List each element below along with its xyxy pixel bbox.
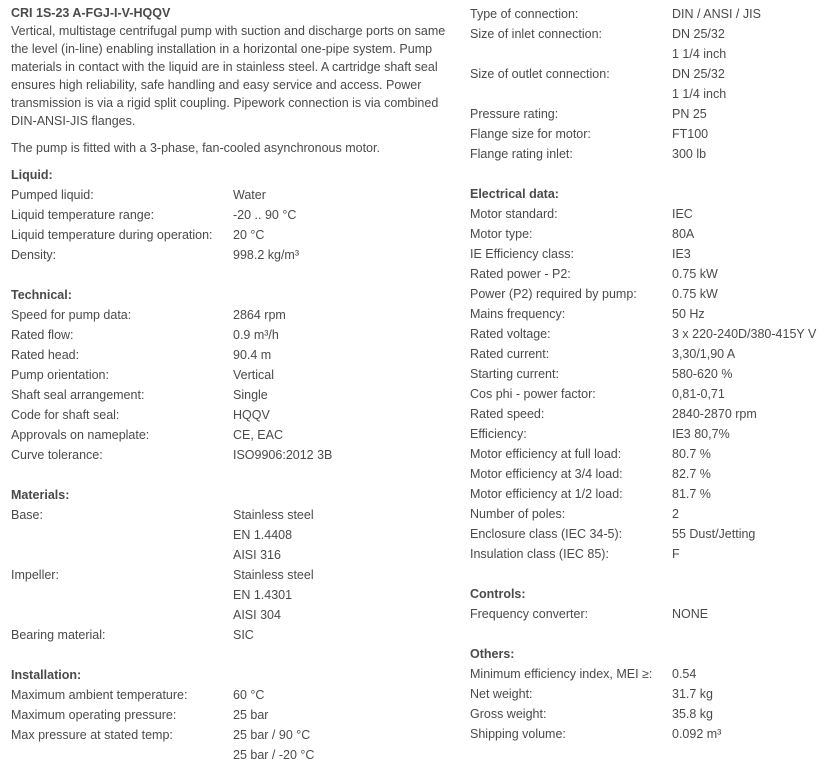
- spec-value: 3,30/1,90 A: [672, 347, 736, 361]
- spec-label: Pressure rating:: [470, 107, 559, 121]
- spec-values: [672, 4, 829, 24]
- spec-values: [233, 225, 451, 245]
- spec-value: 82.7 %: [672, 467, 711, 481]
- spec-values: [672, 104, 829, 124]
- spec-label: Efficiency:: [470, 427, 527, 441]
- spec-values: [672, 704, 829, 724]
- spec-values: [672, 444, 829, 464]
- spec-value: EN 1.4301: [233, 588, 293, 602]
- spec-row: [470, 64, 829, 104]
- spec-value: 0.092 m³: [672, 727, 722, 741]
- spec-value: EN 1.4408: [233, 528, 293, 542]
- spec-value: 998.2 kg/m³: [233, 248, 300, 262]
- spec-row: [11, 505, 451, 565]
- spec-value: 25 bar / -20 °C: [233, 748, 315, 762]
- installation-section: [11, 665, 451, 765]
- spec-label: Speed for pump data:: [11, 308, 132, 322]
- spec-label: Size of inlet connection:: [470, 27, 603, 41]
- spec-label: Insulation class (IEC 85):: [470, 547, 609, 561]
- spec-label: Number of poles:: [470, 507, 566, 521]
- others-section: [470, 644, 829, 744]
- electrical-data-section: [470, 184, 829, 564]
- spec-label: Motor type:: [470, 227, 533, 241]
- spec-values: [672, 264, 829, 284]
- spec-row: [470, 524, 829, 544]
- spec-value: 0.75 kW: [672, 287, 718, 301]
- spec-label: Minimum efficiency index, MEI ≥:: [470, 667, 653, 681]
- spec-values: [233, 185, 451, 205]
- spec-label: Code for shaft seal:: [11, 408, 120, 422]
- spec-row: [470, 704, 829, 724]
- spec-values: [233, 345, 451, 365]
- spec-label: Net weight:: [470, 687, 533, 701]
- spec-value: 25 bar / 90 °C: [233, 728, 311, 742]
- spec-label: Rated head:: [11, 348, 80, 362]
- spec-values: [672, 24, 829, 64]
- spec-row: [470, 544, 829, 564]
- spec-values: [233, 725, 451, 765]
- spec-label: Liquid temperature range:: [11, 208, 155, 222]
- spec-values: [233, 385, 451, 405]
- spec-values: [233, 625, 451, 645]
- spec-row: [470, 664, 829, 684]
- right-column: [470, 4, 829, 744]
- spec-values: [233, 505, 451, 565]
- spec-values: [672, 384, 829, 404]
- spec-label: Maximum ambient temperature:: [11, 688, 188, 702]
- left-spec-sections: [11, 165, 451, 765]
- product-description: Vertical, multistage centrifugal pump with suction and discharge ports on same the level (in-line) enabling installation in a horizontal one-pipe system. Pump materials in contact with the liquid are in stainless steel. A cartridge shaft seal ensures high reliability, safe handling and easy service and access. Power transmission is via a rigid split coupling. Pipework connection is via combined DIN-ANSI-JIS flanges.: [11, 24, 446, 128]
- spec-row: [470, 364, 829, 384]
- spec-label: Rated speed:: [470, 407, 545, 421]
- spec-row: [470, 464, 829, 484]
- spec-row: [470, 724, 829, 744]
- spec-value: AISI 316: [233, 548, 281, 562]
- spec-row: [470, 244, 829, 264]
- spec-value: 60 °C: [233, 688, 265, 702]
- spec-value: IE3 80,7%: [672, 427, 730, 441]
- spec-label: Motor efficiency at 1/2 load:: [470, 487, 623, 501]
- connection-section: [470, 4, 829, 164]
- spec-label: Max pressure at stated temp:: [11, 728, 173, 742]
- section-title: Technical:: [11, 288, 72, 302]
- spec-values: [672, 304, 829, 324]
- spec-values: [233, 705, 451, 725]
- product-title: CRI 1S-23 A-FGJ-I-V-HQQV: [11, 6, 171, 20]
- spec-value: HQQV: [233, 408, 270, 422]
- spec-row: [470, 224, 829, 244]
- spec-row: [11, 725, 451, 765]
- spec-value: Stainless steel: [233, 568, 314, 582]
- spec-label: Approvals on nameplate:: [11, 428, 150, 442]
- spec-label: Starting current:: [470, 367, 559, 381]
- spec-row: [470, 444, 829, 464]
- spec-value: IE3: [672, 247, 691, 261]
- spec-values: [233, 305, 451, 325]
- spec-row: [470, 24, 829, 64]
- spec-value: NONE: [672, 607, 709, 621]
- spec-value: 20 °C: [233, 228, 265, 242]
- materials-section: [11, 485, 451, 645]
- section-title: Others:: [470, 647, 515, 661]
- spec-values: [233, 445, 451, 465]
- spec-row: [470, 324, 829, 344]
- spec-value: Stainless steel: [233, 508, 314, 522]
- spec-row: [470, 144, 829, 164]
- spec-values: [672, 544, 829, 564]
- spec-value: 2840-2870 rpm: [672, 407, 757, 421]
- spec-values: [672, 364, 829, 384]
- spec-value: 0,81-0,71: [672, 387, 725, 401]
- spec-values: [672, 124, 829, 144]
- right-spec-sections: [470, 4, 829, 744]
- spec-values: [672, 724, 829, 744]
- spec-values: [233, 405, 451, 425]
- spec-label: Frequency converter:: [470, 607, 589, 621]
- spec-value: FT100: [672, 127, 709, 141]
- spec-row: [470, 684, 829, 704]
- spec-row: [11, 625, 451, 645]
- section-title: Materials:: [11, 488, 70, 502]
- spec-value: 35.8 kg: [672, 707, 714, 721]
- spec-values: [672, 64, 829, 104]
- spec-value: 300 lb: [672, 147, 707, 161]
- spec-row: [470, 384, 829, 404]
- left-column: [11, 4, 451, 765]
- spec-row: [11, 445, 451, 465]
- section-title: Controls:: [470, 587, 526, 601]
- spec-label: Enclosure class (IEC 34-5):: [470, 527, 623, 541]
- spec-label: Size of outlet connection:: [470, 67, 610, 81]
- spec-values: [672, 424, 829, 444]
- spec-value: F: [672, 547, 680, 561]
- spec-value: SIC: [233, 628, 254, 642]
- spec-label: Maximum operating pressure:: [11, 708, 177, 722]
- technical-section: [11, 285, 451, 465]
- spec-label: Flange size for motor:: [470, 127, 591, 141]
- spec-row: [470, 204, 829, 224]
- spec-value: 25 bar: [233, 708, 269, 722]
- spec-value: 90.4 m: [233, 348, 272, 362]
- spec-values: [233, 245, 451, 265]
- spec-value: 2864 rpm: [233, 308, 286, 322]
- section-title: Liquid:: [11, 168, 53, 182]
- spec-values: [233, 565, 451, 625]
- spec-row: [470, 404, 829, 424]
- spec-label: Rated flow:: [11, 328, 74, 342]
- spec-value: Water: [233, 188, 266, 202]
- spec-values: [233, 425, 451, 445]
- spec-row: [11, 225, 451, 245]
- spec-row: [11, 685, 451, 705]
- spec-label: Cos phi - power factor:: [470, 387, 596, 401]
- spec-row: [470, 284, 829, 304]
- spec-label: Shipping volume:: [470, 727, 566, 741]
- spec-label: Rated current:: [470, 347, 550, 361]
- section-title: Installation:: [11, 668, 82, 682]
- spec-value: 50 Hz: [672, 307, 705, 321]
- spec-value: 580-620 %: [672, 367, 733, 381]
- spec-label: Flange rating inlet:: [470, 147, 573, 161]
- spec-row: [11, 565, 451, 625]
- spec-value: 55 Dust/Jetting: [672, 527, 756, 541]
- spec-values: [672, 604, 829, 624]
- spec-row: [470, 604, 829, 624]
- spec-value: Vertical: [233, 368, 274, 382]
- spec-row: [11, 325, 451, 345]
- spec-value: CE, EAC: [233, 428, 284, 442]
- spec-label: IE Efficiency class:: [470, 247, 574, 261]
- spec-row: [470, 344, 829, 364]
- spec-values: [672, 224, 829, 244]
- spec-row: [11, 345, 451, 365]
- spec-row: [470, 264, 829, 284]
- spec-values: [672, 404, 829, 424]
- spec-values: [672, 664, 829, 684]
- spec-row: [470, 304, 829, 324]
- spec-value: 80A: [672, 227, 695, 241]
- spec-value: 0.9 m³/h: [233, 328, 279, 342]
- spec-row: [470, 504, 829, 524]
- spec-row: [11, 385, 451, 405]
- spec-value: Single: [233, 388, 268, 402]
- spec-values: [672, 484, 829, 504]
- spec-values: [672, 464, 829, 484]
- spec-label: Curve tolerance:: [11, 448, 103, 462]
- spec-value: 81.7 %: [672, 487, 711, 501]
- spec-values: [233, 685, 451, 705]
- spec-label: Type of connection:: [470, 7, 579, 21]
- spec-row: [11, 425, 451, 445]
- spec-row: [470, 104, 829, 124]
- spec-values: [672, 324, 829, 344]
- liquid-section: [11, 165, 451, 265]
- spec-values: [672, 244, 829, 264]
- spec-value: 0.54: [672, 667, 697, 681]
- spec-label: Rated voltage:: [470, 327, 551, 341]
- spec-row: [11, 405, 451, 425]
- spec-row: [11, 185, 451, 205]
- spec-value: IEC: [672, 207, 693, 221]
- spec-value: -20 .. 90 °C: [233, 208, 297, 222]
- spec-row: [11, 705, 451, 725]
- spec-value: 2: [672, 507, 679, 521]
- spec-label: Bearing material:: [11, 628, 106, 642]
- spec-values: [672, 504, 829, 524]
- section-title: Electrical data:: [470, 187, 559, 201]
- spec-value: 1 1/4 inch: [672, 47, 727, 61]
- spec-values: [672, 204, 829, 224]
- spec-label: Mains frequency:: [470, 307, 566, 321]
- spec-value: DN 25/32: [672, 67, 725, 81]
- spec-label: Density:: [11, 248, 57, 262]
- spec-value: DN 25/32: [672, 27, 725, 41]
- spec-value: 80.7 %: [672, 447, 711, 461]
- spec-row: [11, 245, 451, 265]
- spec-row: [11, 365, 451, 385]
- spec-row: [470, 424, 829, 444]
- spec-label: Motor standard:: [470, 207, 558, 221]
- spec-values: [672, 144, 829, 164]
- spec-value: PN 25: [672, 107, 707, 121]
- spec-value: ISO9906:2012 3B: [233, 448, 333, 462]
- spec-value: 31.7 kg: [672, 687, 714, 701]
- spec-values: [233, 205, 451, 225]
- spec-label: Pumped liquid:: [11, 188, 94, 202]
- spec-values: [233, 325, 451, 345]
- spec-values: [672, 684, 829, 704]
- spec-value: AISI 304: [233, 608, 281, 622]
- spec-values: [672, 524, 829, 544]
- spec-label: Pump orientation:: [11, 368, 109, 382]
- motor-note: The pump is fitted with a 3-phase, fan-cooled asynchronous motor.: [11, 141, 380, 155]
- controls-section: [470, 584, 829, 624]
- spec-label: Base:: [11, 508, 43, 522]
- spec-label: Rated power - P2:: [470, 267, 571, 281]
- spec-row: [470, 4, 829, 24]
- spec-row: [11, 205, 451, 225]
- spec-value: DIN / ANSI / JIS: [672, 7, 761, 21]
- spec-values: [672, 284, 829, 304]
- spec-label: Impeller:: [11, 568, 59, 582]
- spec-label: Liquid temperature during operation:: [11, 228, 213, 242]
- spec-label: Power (P2) required by pump:: [470, 287, 637, 301]
- spec-row: [11, 305, 451, 325]
- spec-row: [470, 124, 829, 144]
- spec-label: Shaft seal arrangement:: [11, 388, 145, 402]
- spec-value: 1 1/4 inch: [672, 87, 727, 101]
- spec-values: [233, 365, 451, 385]
- spec-value: 3 x 220-240D/380-415Y V: [672, 327, 817, 341]
- spec-label: Motor efficiency at full load:: [470, 447, 622, 461]
- spec-label: Motor efficiency at 3/4 load:: [470, 467, 623, 481]
- spec-row: [470, 484, 829, 504]
- spec-values: [672, 344, 829, 364]
- spec-value: 0.75 kW: [672, 267, 718, 281]
- spec-label: Gross weight:: [470, 707, 547, 721]
